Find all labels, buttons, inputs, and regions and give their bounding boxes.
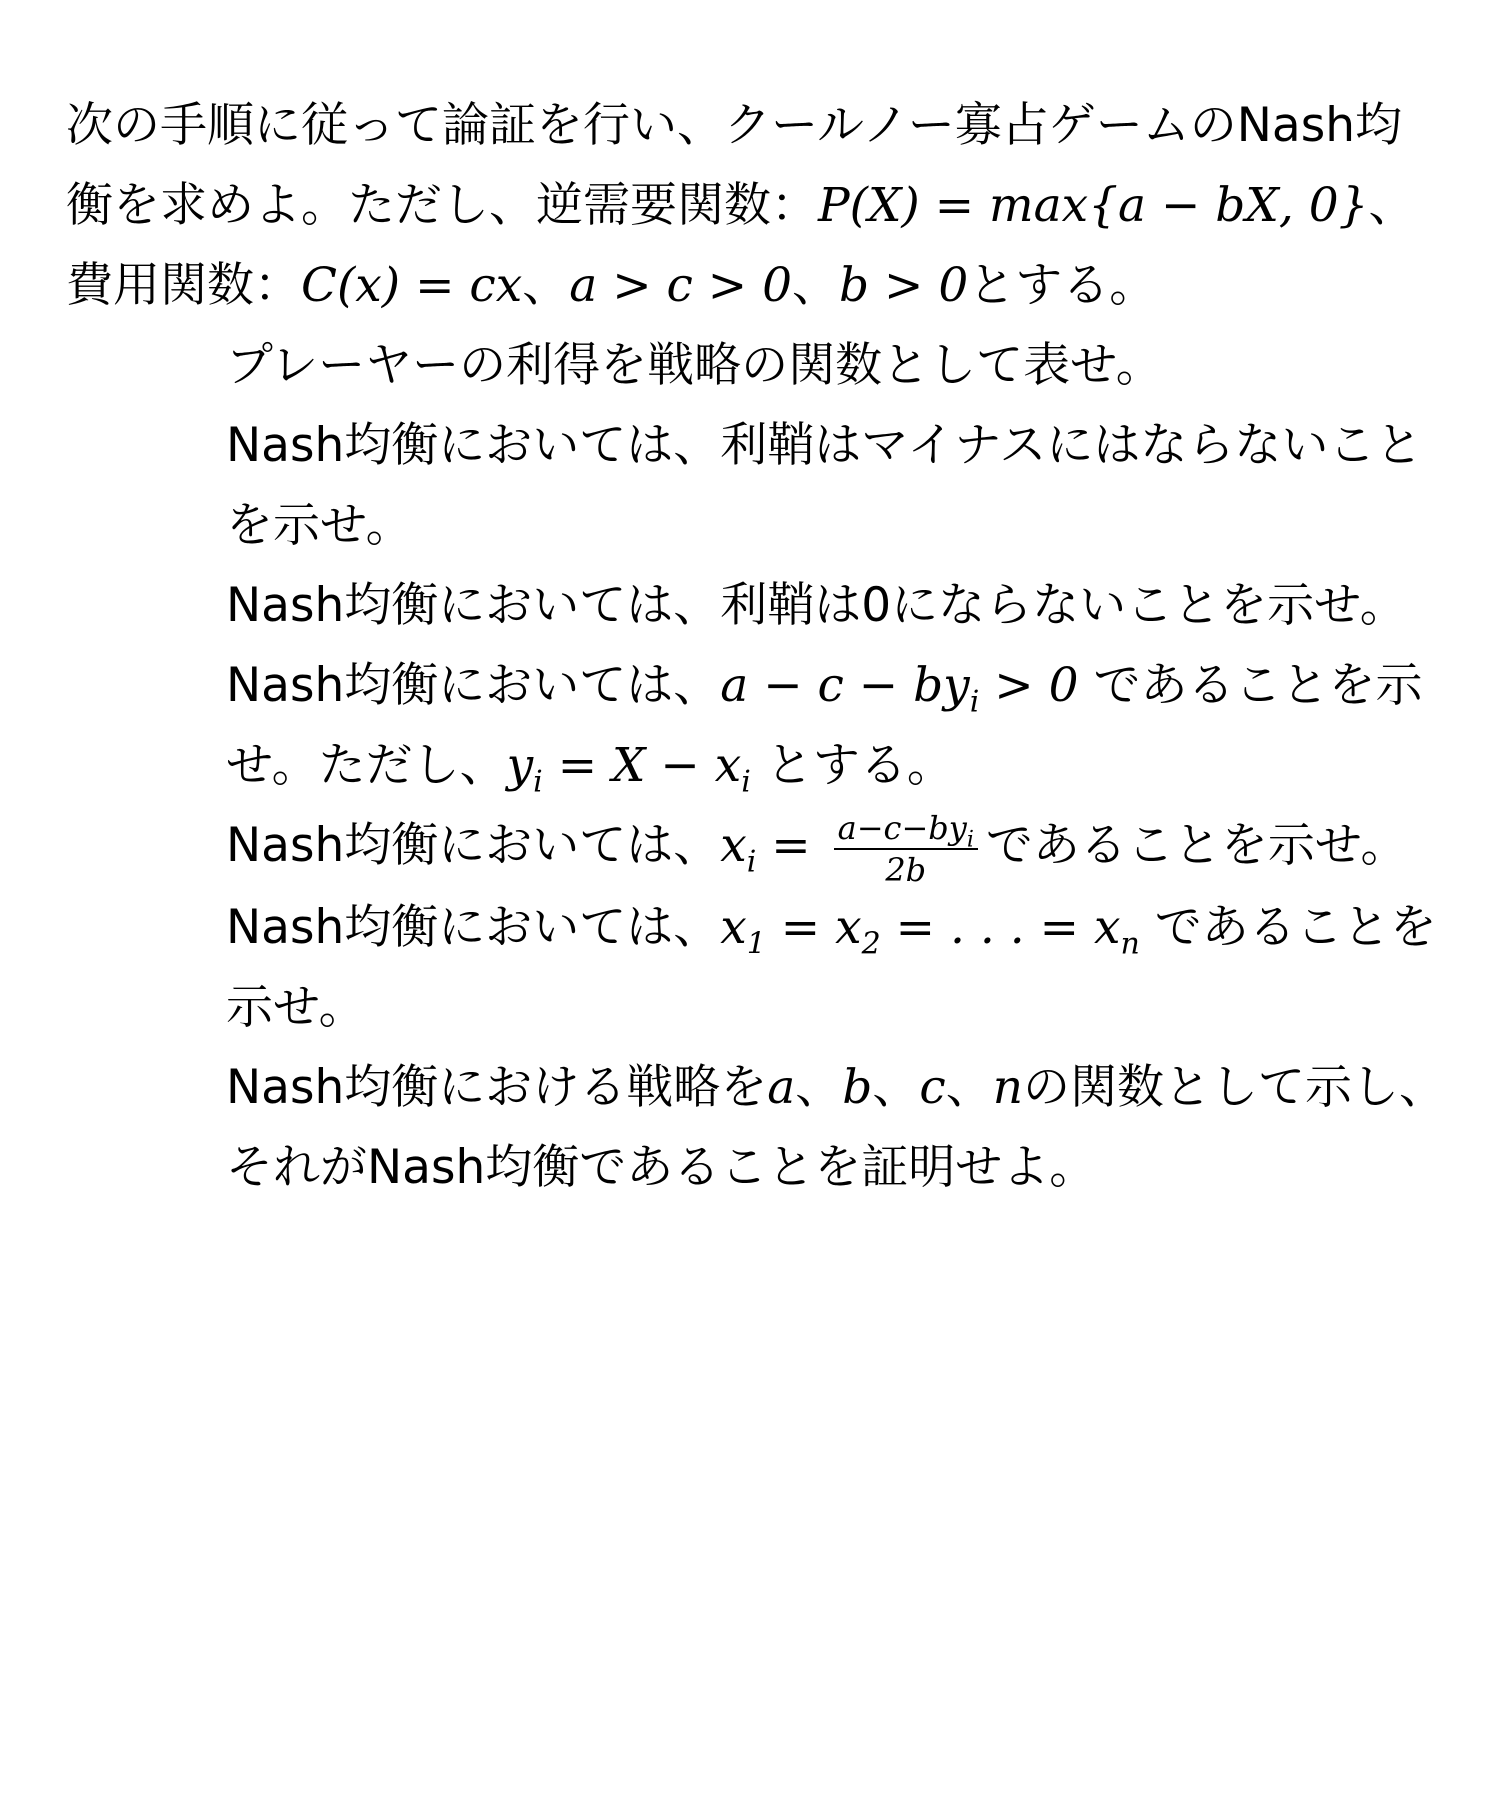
best-response-formula [720,809,986,889]
task-4-text-3: とする。 [765,738,954,793]
margin-formula-tail: > 0 [979,658,1079,713]
task-1-text: プレーヤーの利得を戦略の関数として表せ。 [226,338,1163,393]
param-a: a [767,1060,796,1115]
param-b: b [842,1060,873,1115]
parameter-condition-2: b > 0 [839,258,969,313]
rival-output-formula [506,738,751,800]
symmetry-formula [720,900,1140,962]
task-3-text: Nash均衡においては、利鞘は0にならないことを示せ。 [226,578,1407,633]
fraction-numerator-text: a−c−by [837,809,967,847]
inverse-demand-formula: P(X) = max{a − bX, 0} [818,178,1369,233]
fraction-numerator [834,809,978,853]
task-5-text-1: Nash均衡においては、 [226,818,721,873]
symmetry-sub-2: 2 [861,926,881,962]
task-item-5 [66,806,1456,888]
intro-text-1: 次の手順に従って論証を行い、クールノー寡占ゲームのNash均衡を求めよ。ただし、逆需要関数： [66,98,1403,233]
task-item-7 [66,1048,1456,1208]
rival-output-var: y [506,738,534,793]
separator-2: 、 [872,1060,920,1115]
rival-output-rhs-subscript: i [741,764,751,800]
separator-1: 、 [795,1060,843,1115]
problem-intro [66,86,1446,326]
symmetry-xn: = . . . = x [880,900,1121,955]
task-item-2 [66,406,1456,566]
task-item-1 [66,326,1456,406]
intro-text-4: 、 [792,258,840,313]
param-n: n [992,1060,1023,1115]
task-6-text-1: Nash均衡においては、 [226,900,721,955]
intro-text-5: とする。 [968,258,1157,313]
task-item-3 [66,566,1456,646]
task-2-text: Nash均衡においては、利鞘はマイナスにはならないことを示せ。 [226,418,1423,553]
task-4-text-1: Nash均衡においては、 [226,658,721,713]
symmetry-sub-n: n [1120,926,1140,962]
margin-formula-subscript: i [969,684,980,720]
task-4-text-2: であることを示せ。ただし、 [226,658,1423,793]
task-6-text-2: であることを示せ。 [226,900,1437,1035]
problem-document [66,86,1446,1208]
cost-function-formula: C(x) = cx [301,258,523,313]
task-item-4 [66,646,1456,806]
margin-formula [720,658,1079,720]
task-list [66,326,1446,1208]
intro-text-2: 、費用関数： [66,178,1416,313]
fraction-denominator: 2b [885,851,927,889]
param-c: c [919,1060,946,1115]
best-response-fraction [834,810,978,888]
fraction-numerator-subscript: i [966,827,974,853]
symmetry-x1: x [720,900,747,955]
best-response-equals: = [756,818,826,873]
task-7-text-2: の関数として示し、それがNash均衡であることを証明せよ。 [226,1060,1446,1195]
task-5-text-2: であることを示せ。 [985,818,1408,873]
best-response-lhs: x [720,818,747,873]
symmetry-x2: = x [765,900,862,955]
parameter-condition-1: a > c > 0 [569,258,793,313]
separator-3: 、 [945,1060,993,1115]
rival-output-subscript: i [533,764,543,800]
margin-formula-main: a − c − by [720,658,970,713]
rival-output-rhs: = X − x [542,738,742,793]
intro-text-3: 、 [522,258,570,313]
symmetry-sub-1: 1 [746,926,766,962]
best-response-lhs-subscript: i [746,844,757,880]
task-item-6 [66,888,1456,1048]
task-7-text-1: Nash均衡における戦略を [226,1060,768,1115]
